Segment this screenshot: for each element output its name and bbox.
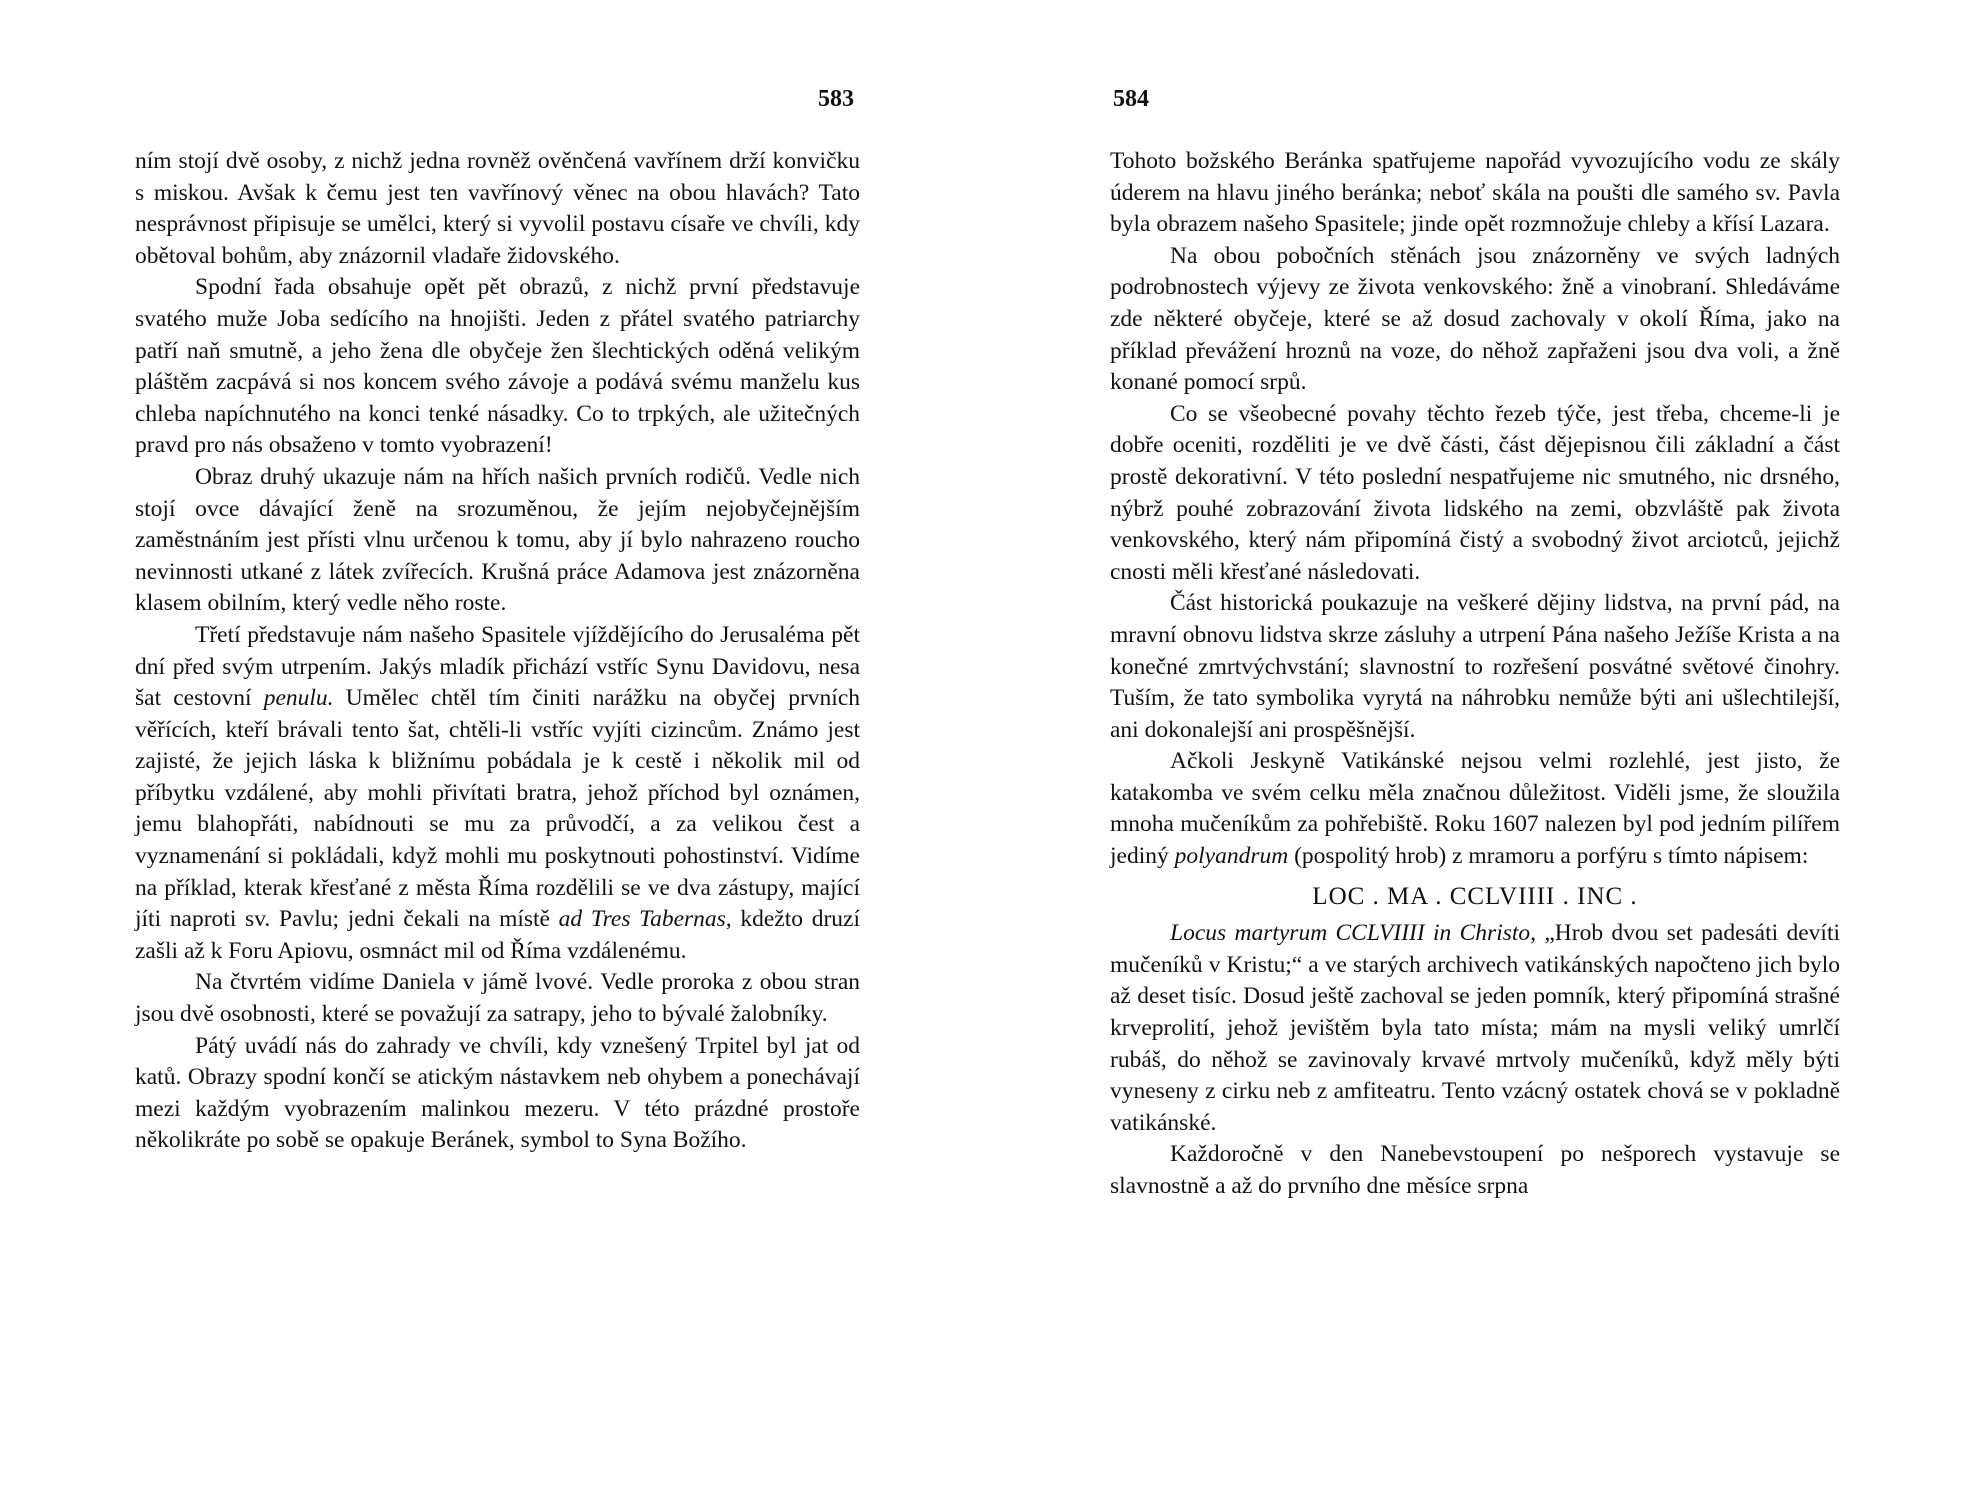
paragraph: Tohoto božského Beránka spatřujeme napořád vyvozujícího vodu ze skály úderem na hlavu jiného beránka; neboť skála na poušti dle samého sv. Pavla byla obrazem našeho Spasitele; jinde opět rozmnožuje chleby a křísí Lazara.: [1110, 148, 1840, 238]
paragraph-text: Umělec chtěl tím činiti narážku na obyčej prvních věřících, kteří brávali tento šat, chtěli-li vstříc vyjíti cizincům. Známo jest zajisté, že jejich láska k bližnímu pobádala je k cestě i několik mil od příbytku vzdálené, aby mohli přivítati bratra, jehož příchod byl oznámen, jemu blahopřáti, nabídnouti se mu za průvodčí, a za velikou čest a vyznamenání si pokládali, když mohli mu poskytnouti pohostinství. Vidíme na příklad, kterak křesťané z města Říma rozdělili se ve dva zástupy, mající jíti naproti sv. Pavlu; jedni čekali na místě: [135, 685, 860, 933]
page-text: [135, 146, 860, 1157]
italic-term: ad Tres Tabernas,: [558, 906, 732, 933]
paragraph: [1110, 918, 1840, 1139]
italic-term: penulu.: [263, 685, 334, 712]
paragraph: [1110, 746, 1840, 872]
paragraph-text: „Hrob dvou set padesáti devíti mučeníků v Kristu;“ a ve starých archivech vatikánských napočteno jich bylo až deset tisíc. Dosud ještě zachoval se jeden pomník, který připomíná strašné krveprolití, jehož jevištěm byla tato místa; mám na mysli veliký umrlčí rubáš, do něhož se zavinovaly krvavé mrtvoly mučeníků, když měly býti vyneseny z cirku neb z amfiteatru. Tento vzácný ostatek chová se v pokladně vatikánské.: [1110, 920, 1841, 1136]
paragraph-text: (pospolitý hrob) z mramoru a porfýru s tímto nápisem:: [1294, 843, 1809, 870]
paragraph: Na čtvrtém vidíme Daniela v jámě lvové. Vedle proroka z obou stran jsou dvě osobnosti, které se považují za satrapy, jeho to bývalé žalobníky.: [135, 969, 860, 1028]
paragraph: Obraz druhý ukazuje nám na hřích našich prvních rodičů. Vedle nich stojí ovce dávající ženě na srozuměnou, že jejím nejobyčejnějším zaměstnáním jest přísti vlnu určenou k tomu, aby jí bylo nahrazeno roucho nevinnosti utkané z látek zvířecích. Krušná práce Adamova jest znázorněna klasem obilním, který vedle něho roste.: [135, 463, 860, 617]
right-page: [985, 0, 1970, 1501]
page-text: [1110, 146, 1840, 1203]
paragraph-text: kdežto druzí zašli až k Foru Apiovu, osmnáct mil od Říma vzdálenému.: [135, 906, 860, 964]
paragraph: Každoročně v den Nanebevstoupení po nešporech vystavuje se slavnostně a až do prvního dne měsíce srpna: [1110, 1141, 1840, 1199]
paragraph: [135, 620, 860, 968]
paragraph-text: Ačkoli Jeskyně Vatikánské nejsou velmi rozlehlé, jest jisto, že katakomba ve svém celku měla značnou důležitost. Viděli jsme, že sloužila mnoha mučeníkům za pohřebiště. Roku 1607 nalezen byl pod jedním pilířem jediný: [1110, 748, 1840, 870]
page-number: 583: [818, 86, 854, 112]
paragraph: ním stojí dvě osoby, z nichž jedna rovněž ověnčená vavřínem drží konvičku s miskou. Avšak k čemu jest ten vavřínový věnec na obou hlavách? Tato nesprávnost připisuje se umělci, který si vyvolil postavu císaře ve chvíli, kdy obětoval bohům, aby znázornil vladaře židovského.: [135, 148, 860, 269]
paragraph: Co se všeobecné povahy těchto řezeb týče, jest třeba, chceme-li je dobře oceniti, rozděliti je ve dvě části, část dějepisnou čili základní a část prostě dekorativní. V této poslední nespatřujeme nic smutného, nic drsného, nýbrž pouhé zobrazování života lidského na zemi, obzvláště pak života venkovského, který nám připomíná čistý a svobodný život arciotců, jejichž cnosti měli křesťané následovati.: [1110, 400, 1840, 585]
paragraph: Spodní řada obsahuje opět pět obrazů, z nichž první představuje svatého muže Joba sedícího na hnojišti. Jeden z přátel svatého patriarchy patří naň smutně, a jeho žena dle obyčeje žen šlechtických oděná velikým pláštěm zacpává si nos koncem svého závoje a podává svému manželu kus chleba napíchnutého na konci tenké násadky. Co to trpkých, ale užitečných pravd pro nás obsaženo v tomto vyobrazení!: [135, 274, 860, 459]
paragraph: Část historická poukazuje na veškeré dějiny lidstva, na první pád, na mravní obnovu lidstva skrze zásluhy a utrpení Pána našeho Ježíše Krista a na konečné zmrtvýchvstání; slavnostní to rozřešení posvátné světové činohry. Tuším, že tato symbolika vyrytá na náhrobku nemůže býti ani ušlechtilejší, ani dokonalejší ani prospěšnější.: [1110, 590, 1840, 743]
paragraph: Pátý uvádí nás do zahrady ve chvíli, kdy vznešený Trpitel byl jat od katů. Obrazy spodní končí se atickým nástavkem neb ohybem a ponechávají mezi každým vyobrazením malinkou mezeru. V této prázdné prostoře několikráte po sobě se opakuje Beránek, symbol to Syna Božího.: [135, 1032, 860, 1154]
paragraph-text: Třetí představuje nám našeho Spasitele vjíždějícího do Jerusaléma pět dní před svým utrpením. Jakýs mladík přichází vstříc Synu Davidovu, nesa šat cestovní: [135, 621, 860, 712]
paragraph: Na obou pobočních stěnách jsou znázorněny ve svých ladných podrobnostech výjevy ze života venkovského: žně a vinobraní. Shledáváme zde některé obyčeje, které se až dosud zachovaly v okolí Říma, jako na příklad převážení hroznů na voze, do něhož zapřaženi jsou dva voli, a žně konané pomocí srpů.: [1110, 242, 1840, 396]
italic-term: polyandrum: [1174, 843, 1289, 870]
inscription: LOC . MA . CCLVIIII . INC .: [1312, 882, 1638, 910]
page-number: 584: [1113, 86, 1149, 112]
italic-term: Locus martyrum CCLVIIII in Christo,: [1170, 920, 1537, 947]
